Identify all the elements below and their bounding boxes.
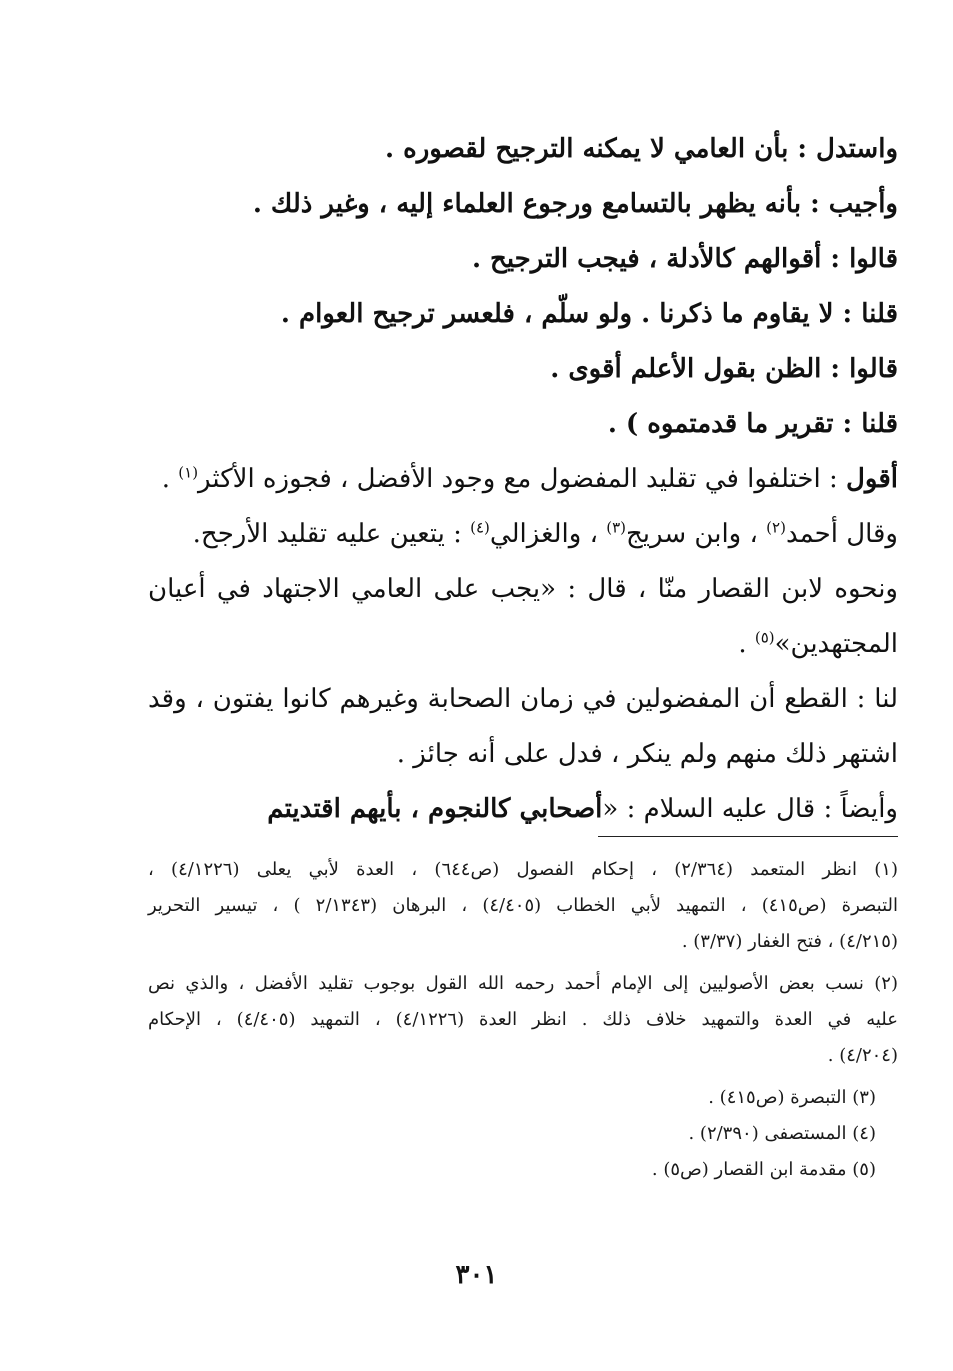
text-line-8	[148, 507, 898, 562]
aqul-term: أقول	[846, 464, 898, 494]
footnote-ref-3: (٣)	[606, 518, 627, 537]
text-line-11: لنا : القطع أن المفضولين في زمان الصحابة وغيرهم كانوا يفتون ، وقد	[148, 684, 898, 714]
footnote-separator	[598, 836, 898, 837]
text-line-1: واستدل : بأن العامي لا يمكنه الترجيح لقصوره .	[385, 134, 898, 164]
footnote-1-line-3: (٤/٢١٥) ، فتح الغفار (٣/٣٧) .	[681, 931, 898, 952]
footnote-ref-4: (٤)	[470, 518, 490, 537]
text-line-7	[148, 452, 898, 507]
text-line-5: قالوا : الظن بقول الأعلم أقوى .	[550, 354, 898, 384]
text-line-9: ونحوه لابن القصار منّا ، قال : «يجب على العامي الاجتهاد في أعيان	[148, 574, 898, 604]
text-line-10	[148, 617, 898, 672]
text-line-8-a: وقال أحمد	[785, 519, 898, 549]
footnote-1-line-1: (١) انظر المتعمد (٢/٣٦٤) ، إحكام الفصول (ص٦٤٤) ، العدة لأبي يعلى (٤/١٢٢٦) ،	[148, 859, 898, 880]
text-line-8-b: ، وابن سريج	[626, 519, 767, 549]
page-number: ٣٠١	[455, 1260, 498, 1290]
text-line-2: وأجيب : بأنه يظهر بالتسامع ورجوع العلماء إليه ، وغير ذلك .	[252, 189, 898, 219]
text-line-8-c: ، والغزالي	[489, 519, 607, 549]
main-text	[148, 122, 898, 837]
text-line-8-d: : يتعين عليه تقليد الأرجح.	[192, 519, 471, 549]
text-line-7-end: .	[161, 464, 179, 494]
footnote-2-line-2: عليه في العدة والتمهيد خلاف ذلك . انظر العدة (٤/١٢٢٦) ، التمهيد (٤/٤٠٥) ، الإحكام	[148, 1009, 898, 1030]
footnote-2-line-1: (٢) نسب بعض الأصوليين إلى الإمام أحمد رحمه الله القول بوجوب تقليد الأفضل ، والذي نص	[148, 973, 898, 994]
footnote-2-line-3: (٤/٢٠٤) .	[827, 1045, 898, 1066]
text-line-10-b: .	[738, 629, 755, 659]
footnotes	[148, 852, 898, 1188]
text-line-3: قالوا : أقوالهم كالأدلة ، فيجب الترجيح .	[471, 244, 898, 274]
text-line-13	[148, 782, 898, 837]
footnote-3: (٣) التبصرة (ص٤١٥) .	[708, 1087, 876, 1108]
text-line-6: قلنا : تقرير ما قدمتموه ) .	[607, 409, 898, 439]
footnote-4: (٤) المستصفى (٢/٣٩٠) .	[688, 1123, 876, 1144]
footnote-1-line-2: التبصرة (ص٤١٥) ، التمهيد لأبي الخطاب (٤/٤٠٥) ، البرهان (٢/١٣٤٣ ) ، تيسير التحرير	[148, 895, 898, 916]
text-line-13-a: وأيضاً : قال عليه السلام : «	[602, 794, 898, 824]
footnote-ref-5: (٥)	[754, 628, 775, 647]
footnote-ref-1: (١)	[178, 463, 199, 482]
text-line-12: اشتهر ذلك منهم ولم ينكر ، فدل على أنه جائز .	[396, 739, 898, 769]
text-line-4: قلنا : لا يقاوم ما ذكرنا . ولو سلّم ، فلعسر ترجيح العوام .	[280, 299, 898, 329]
footnote-5: (٥) مقدمة ابن القصار (ص٥) .	[651, 1159, 876, 1180]
hadith-quote: أصحابي كالنجوم ، بأيهم اقتديتم	[267, 794, 603, 824]
text-line-7-body: : اختلفوا في تقليد المفضول مع وجود الأفضل ، فجوزه الأكثر	[198, 464, 847, 494]
footnote-ref-2: (٢)	[766, 518, 786, 537]
text-line-10-a: المجتهدين»	[774, 629, 898, 659]
